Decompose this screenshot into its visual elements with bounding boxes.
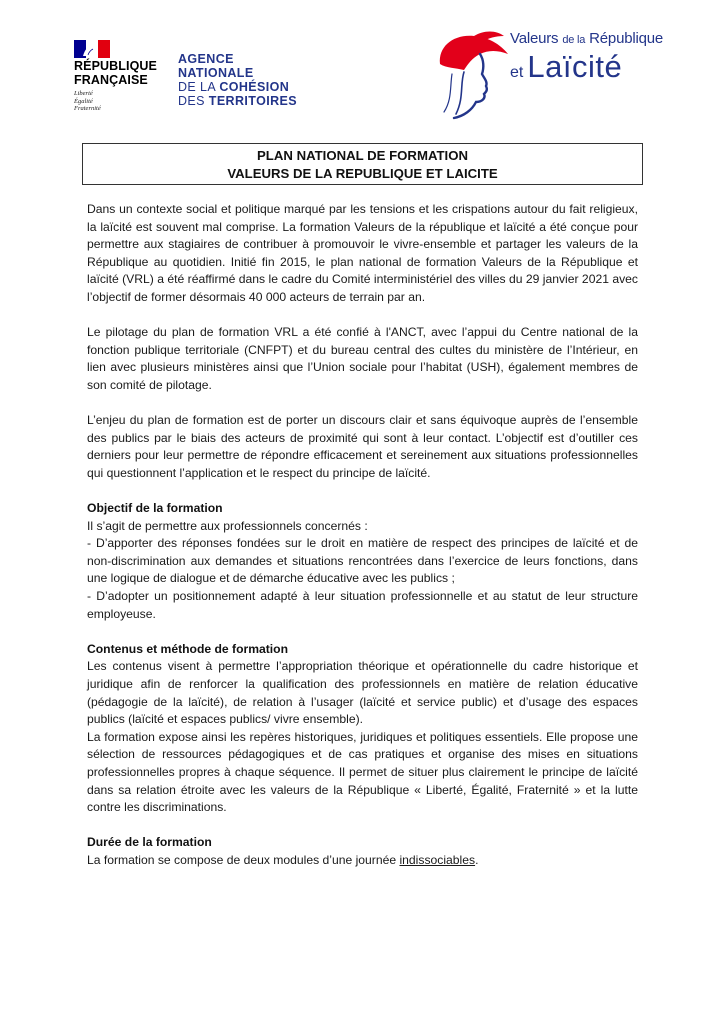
indissociables-underlined: indissociables [399,852,476,867]
objectif-item-1: - D’apporter des réponses fondées sur le droit en matière de respect des principes de laïcité et de non-discrimination aux demandes et situations rencontrées dans l’exercice de leurs fonctions, dans une logique de dialogue et de démarche éducative avec les publics ; [87,536,638,586]
objectif-item-2: - D’adopter un positionnement adapté à leur situation professionnelle et au statut de leur structure employeuse. [87,589,638,621]
vrl-logo-text: Valeurs de la République et Laïcité [510,30,664,84]
republique-motto: Liberté Égalité Fraternité [74,90,101,112]
document-title-box [82,143,643,185]
marianne-flag-icon [74,40,110,58]
section-heading-contenus: Contenus et méthode de formation [87,641,289,656]
anct-logo: AGENCE NATIONALE DE LA COHÉSION DES TERRITOIRES [178,52,297,108]
pilotage-paragraph: Le pilotage du plan de formation VRL a été confié à l'ANCT, avec l’appui du Centre national de la fonction publique territoriale (CNFPT) et du bureau central des cultes du ministère de l’Intérieur, en lien avec plusieurs ministères ainsi que l’Union sociale pour l’habitat (USH), également membres de son comité de pilotage. [87,325,638,392]
intro-paragraph: Dans un contexte social et politique marqué par les tensions et les crispations autour du fait religieux, la laïcité est souvent mal comprise. La formation Valeurs de la république et laïcité a été conçue pour permettre aux stagiaires de contribuer à promouvoir le vivre-ensemble et partager les valeurs de la République au quotidien. Initié fin 2015, le plan national de formation Valeurs de la République et laïcité (VRL) a été réaffirmé dans le cadre du Comité interministériel des villes du 29 janvier 2021 avec l’objectif de former désormais 40 000 acteurs de terrain par an. [87,202,638,304]
document-title-line-1: PLAN NATIONAL DE FORMATION [257,148,468,163]
contenus-paragraph-1: Les contenus visent à permettre l’appropriation théorique et opérationnelle du cadre historique et juridique afin de renforcer la qualification des professionnels en matière de relation éducative (pédagogie de la laïcité), de relation à l’usager (laïcité et service public) et d’usage des espaces publics (laïcité et espaces publics/ vivre ensemble). [87,659,638,727]
vrl-marianne-icon [434,28,516,120]
duree-paragraph: La formation se compose de deux modules d’une journée indissociables. [87,852,479,867]
contenus-paragraph-2: La formation expose ainsi les repères historiques, juridiques et politiques essentiels. Elle propose une sélection de ressources pédagogiques et de cas pratiques et organise des mises en situations professionnelles propres à chaque séquence. Il permet de situer plus clairement le principe de laïcité dans sa relation étroite avec les valeurs de la République « Liberté, Égalité, Fraternité » et la lutte contre les discriminations. [87,729,638,815]
republique-francaise-title: RÉPUBLIQUE FRANÇAISE [74,59,157,87]
document-body [87,201,638,870]
section-heading-duree: Durée de la formation [87,835,212,850]
section-heading-objectif: Objectif de la formation [87,501,223,516]
enjeu-paragraph: L’enjeu du plan de formation est de porter un discours clair et sans équivoque auprès de l’ensemble des publics par le biais des acteurs de proximité qui sont à leur contact. L’objectif est d’outiller ces derniers pour leur permettre de répondre efficacement et sereinement aux situations professionnelles qui questionnent l’application et le respect du principe de laïcité. [87,413,638,480]
document-title-line-2: VALEURS DE LA REPUBLIQUE ET LAICITE [227,165,498,181]
objectif-intro: Il s’agit de permettre aux professionnels concernés : [87,518,368,533]
page-header [0,0,724,130]
